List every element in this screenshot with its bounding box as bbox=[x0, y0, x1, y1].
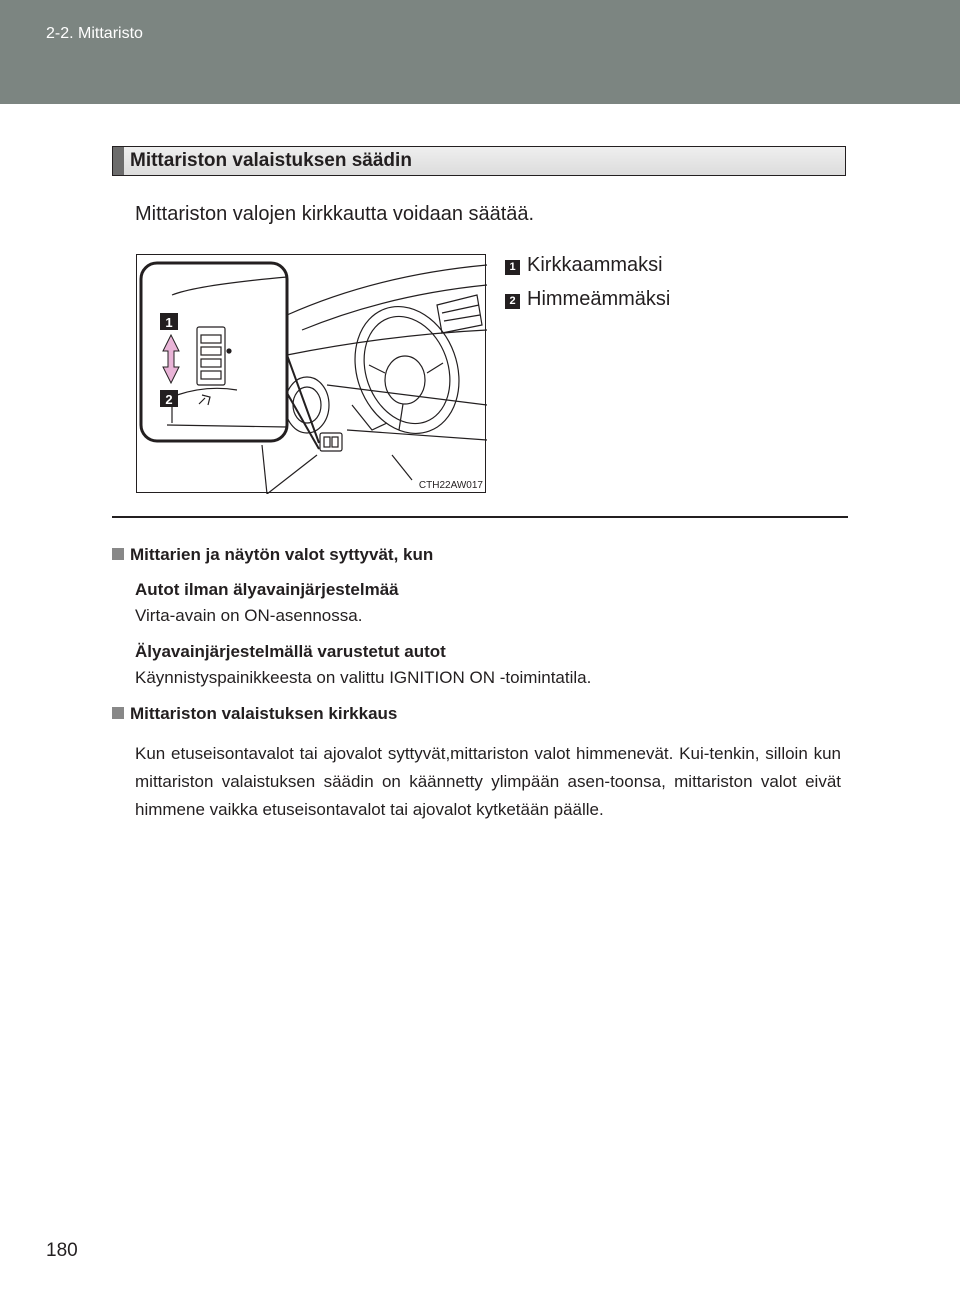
info-heading-2 bbox=[112, 704, 397, 724]
dashboard-drawing bbox=[137, 255, 487, 494]
legend-number-1: 1 bbox=[505, 260, 520, 275]
case2-title: Älyavainjärjestelmällä varustetut autot bbox=[135, 642, 446, 661]
page-number: 180 bbox=[46, 1240, 78, 1261]
case2-text: Käynnistyspainikkeesta on valittu IGNITION ON -toimintatila. bbox=[135, 668, 592, 687]
header-band bbox=[0, 0, 960, 104]
bullet-square-icon bbox=[112, 548, 124, 560]
bullet-square-icon bbox=[112, 707, 124, 719]
legend-number-2: 2 bbox=[505, 294, 520, 309]
info-heading-2-text: Mittariston valaistuksen kirkkaus bbox=[130, 704, 398, 723]
brightness-paragraph: Kun etuseisontavalot tai ajovalot syttyvät,mittariston valot himmenevät. Kui-tenkin, silloin kun mittariston valaistuksen säädin on käännetty ylimpään asen-toonsa, mittariston valot eivät himmene vaikka etuseisontavalot tai ajovalot kytketään päälle. bbox=[135, 744, 841, 819]
legend-item-2 bbox=[505, 288, 670, 311]
legend-label-2: Himmeämmäksi bbox=[527, 288, 671, 310]
divider bbox=[112, 516, 848, 518]
header-title: 2-2. Mittaristo bbox=[46, 25, 143, 42]
figure-code: CTH22AW017 bbox=[418, 480, 483, 491]
legend-label-1: Kirkkaammaksi bbox=[527, 254, 663, 276]
heading-bar bbox=[113, 147, 124, 175]
figure-callout-2: 2 bbox=[165, 392, 173, 407]
section-heading-text: Mittariston valaistuksen säädin bbox=[130, 150, 412, 171]
section-heading bbox=[112, 146, 846, 176]
figure-callout-1: 1 bbox=[165, 315, 173, 330]
dashboard-illustration bbox=[136, 254, 486, 493]
info-heading-1-text: Mittarien ja näytön valot syttyvät, kun bbox=[130, 545, 434, 564]
case1-title: Autot ilman älyavainjärjestelmää bbox=[135, 580, 399, 599]
intro-text: Mittariston valojen kirkkautta voidaan säätää. bbox=[135, 203, 535, 225]
case1-text: Virta-avain on ON-asennossa. bbox=[135, 606, 363, 625]
info-heading-1 bbox=[112, 545, 433, 565]
legend-item-1 bbox=[505, 254, 663, 277]
